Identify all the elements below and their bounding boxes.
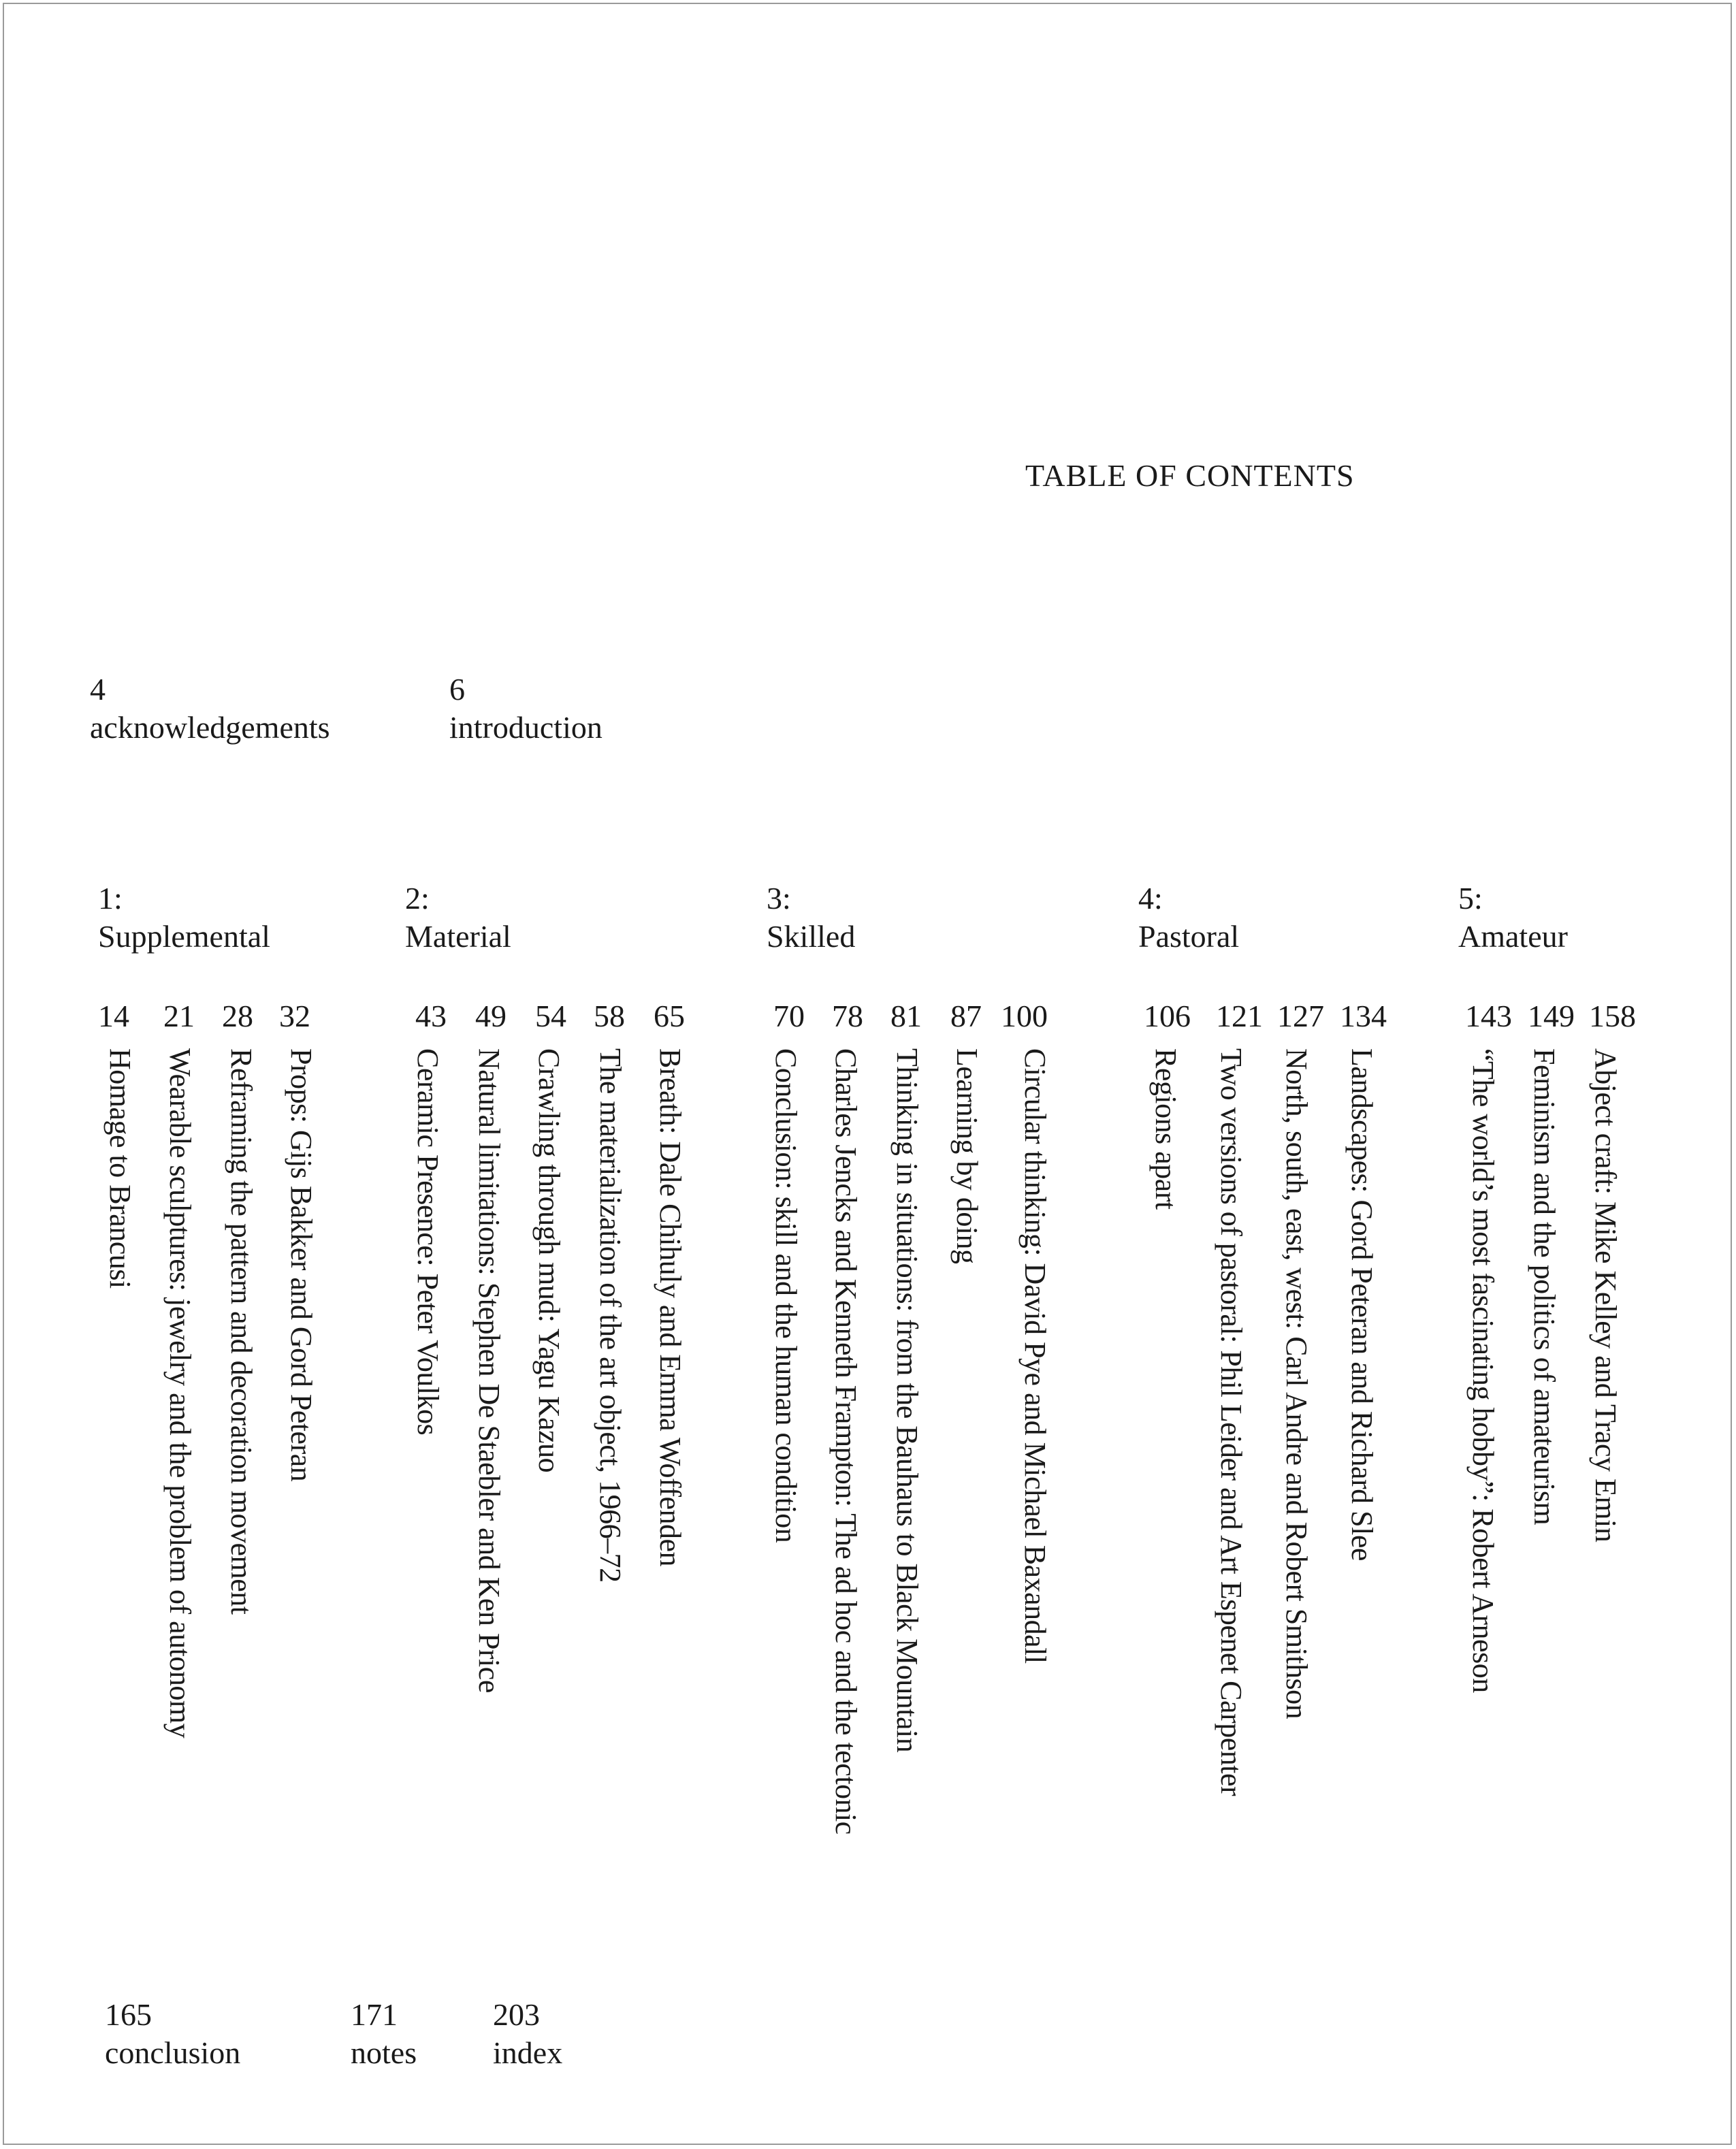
section-title[interactable]: Breath: Dale Chihuly and Emma Woffenden bbox=[654, 1048, 687, 1567]
chapter-name: Pastoral bbox=[1138, 919, 1240, 954]
section-title[interactable]: Reframing the pattern and decoration movement bbox=[225, 1048, 258, 1615]
section-title[interactable]: Learning by doing bbox=[950, 1048, 984, 1264]
section-page-number: 127 bbox=[1277, 999, 1324, 1033]
section-title[interactable]: Landscapes: Gord Peteran and Richard Slee bbox=[1345, 1048, 1379, 1561]
section-page-number: 54 bbox=[535, 999, 566, 1033]
section-page-number: 43 bbox=[415, 999, 447, 1033]
section-title[interactable]: Wearable sculptures: jewelry and the problem of autonomy bbox=[163, 1048, 197, 1739]
section-page-number: 58 bbox=[594, 999, 625, 1033]
front-page-number: 4 bbox=[90, 672, 106, 707]
section-page-number: 149 bbox=[1528, 999, 1575, 1033]
section-page-number: 81 bbox=[890, 999, 922, 1033]
section-page-number: 121 bbox=[1216, 999, 1263, 1033]
section-title[interactable]: Props: Gijs Bakker and Gord Peteran bbox=[285, 1048, 318, 1482]
back-page-number: 203 bbox=[493, 1997, 540, 2032]
section-page-number: 100 bbox=[1001, 999, 1048, 1033]
section-title[interactable]: Two versions of pastoral: Phil Leider and Art Espenet Carpenter bbox=[1215, 1048, 1248, 1796]
section-title[interactable]: Homage to Brancusi bbox=[103, 1048, 137, 1289]
section-page-number: 28 bbox=[222, 999, 253, 1033]
chapter-heading-5 bbox=[1458, 879, 1568, 956]
section-page-number: 65 bbox=[654, 999, 685, 1033]
section-title[interactable]: Ceramic Presence: Peter Voulkos bbox=[411, 1048, 445, 1436]
chapter-number: 4: bbox=[1138, 881, 1163, 916]
toc-title: TABLE OF CONTENTS bbox=[1025, 458, 1355, 493]
section-title[interactable]: Crawling through mud: Yagu Kazuo bbox=[532, 1048, 566, 1473]
back-conclusion[interactable] bbox=[105, 1996, 240, 2072]
section-page-number: 14 bbox=[98, 999, 129, 1033]
chapter-heading-3 bbox=[767, 879, 855, 956]
section-page-number: 87 bbox=[950, 999, 982, 1033]
section-title[interactable]: Abject craft: Mike Kelley and Tracy Emin bbox=[1589, 1048, 1622, 1542]
section-title[interactable]: “The world’s most fascinating hobby”: Robert Arneson bbox=[1466, 1048, 1500, 1693]
chapter-heading-4 bbox=[1138, 879, 1239, 956]
section-page-number: 143 bbox=[1465, 999, 1512, 1033]
section-page-number: 158 bbox=[1589, 999, 1636, 1033]
section-title[interactable]: Feminism and the politics of amateurism bbox=[1528, 1048, 1561, 1525]
section-page-number: 70 bbox=[773, 999, 805, 1033]
section-title[interactable]: Natural limitations: Stephen De Staebler and Ken Price bbox=[472, 1048, 506, 1693]
back-page-number: 171 bbox=[351, 1997, 398, 2032]
section-title[interactable]: Conclusion: skill and the human condition bbox=[769, 1048, 803, 1543]
chapter-number: 2: bbox=[405, 881, 430, 916]
front-label: introduction bbox=[449, 710, 602, 745]
section-title[interactable]: Circular thinking: David Pye and Michael Baxandall bbox=[1018, 1048, 1052, 1664]
section-page-number: 134 bbox=[1340, 999, 1387, 1033]
front-label: acknowledgements bbox=[90, 710, 330, 745]
back-label: conclusion bbox=[105, 2035, 241, 2070]
front-page-number: 6 bbox=[449, 672, 465, 707]
back-notes[interactable] bbox=[351, 1996, 417, 2072]
chapter-name: Material bbox=[405, 919, 511, 954]
back-label: notes bbox=[351, 2035, 417, 2070]
chapter-number: 3: bbox=[767, 881, 791, 916]
chapter-name: Skilled bbox=[767, 919, 856, 954]
chapter-number: 5: bbox=[1458, 881, 1483, 916]
back-index[interactable] bbox=[493, 1996, 562, 2072]
back-page-number: 165 bbox=[105, 1997, 152, 2032]
section-page-number: 49 bbox=[475, 999, 507, 1033]
chapter-number: 1: bbox=[98, 881, 123, 916]
section-page-number: 32 bbox=[279, 999, 310, 1033]
section-title[interactable]: Regions apart bbox=[1149, 1048, 1183, 1210]
section-title[interactable]: The materialization of the art object, 1966–72 bbox=[594, 1048, 627, 1583]
front-introduction[interactable] bbox=[449, 670, 602, 747]
section-page-number: 106 bbox=[1144, 999, 1191, 1033]
back-label: index bbox=[493, 2035, 563, 2070]
section-title[interactable]: Charles Jencks and Kenneth Frampton: The ad hoc and the tectonic bbox=[829, 1048, 863, 1835]
front-acknowledgements[interactable] bbox=[90, 670, 330, 747]
chapter-heading-1 bbox=[98, 879, 270, 956]
section-title[interactable]: Thinking in situations: from the Bauhaus to Black Mountain bbox=[890, 1048, 924, 1753]
section-page-number: 78 bbox=[832, 999, 863, 1033]
chapter-name: Amateur bbox=[1458, 919, 1568, 954]
chapter-heading-2 bbox=[405, 879, 511, 956]
section-title[interactable]: North, south, east, west: Carl Andre and Robert Smithson bbox=[1280, 1048, 1313, 1719]
chapter-name: Supplemental bbox=[98, 919, 270, 954]
section-page-number: 21 bbox=[163, 999, 195, 1033]
